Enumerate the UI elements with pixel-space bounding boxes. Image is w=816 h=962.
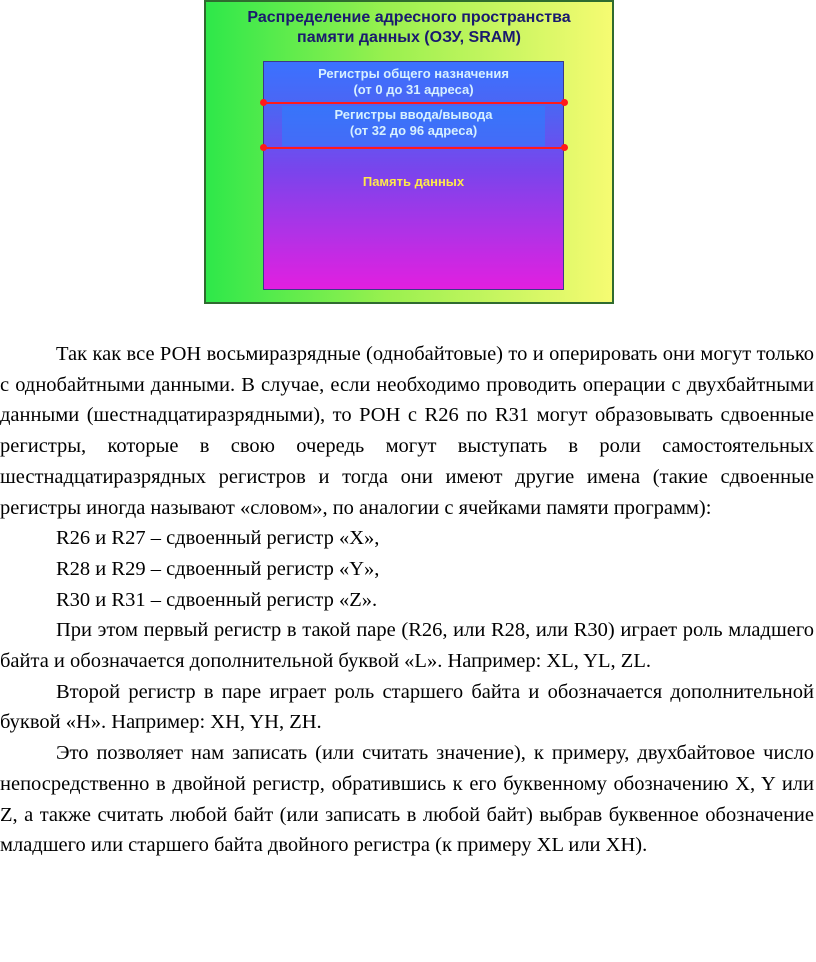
document-body [0,339,814,861]
gpr-region-name: Регистры общего назначения [318,66,509,81]
boundary-dot-right [561,99,568,106]
register-pair-x: R26 и R27 – сдвоенный регистр «X», [56,527,380,550]
boundary-dot-left [260,99,267,106]
paragraph-high-byte: Второй регистр в паре играет роль старшего байта и обозначается дополнительной буквой «H». Например: XH, YH, ZH. [0,680,814,734]
gpr-io-boundary-line [262,102,566,104]
io-region-name: Регистры ввода/вывода [334,107,493,122]
figure-title [206,8,612,48]
data-memory-label: Память данных [362,174,465,189]
io-region-range: (от 32 до 96 адреса) [349,123,478,138]
boundary-dot-right [561,144,568,151]
io-region-label [264,107,563,139]
boundary-dot-left [260,144,267,151]
register-pair-y: R28 и R29 – сдвоенный регистр «Y», [56,557,380,580]
io-data-boundary-line [262,147,566,149]
figure-title-line2: памяти данных (ОЗУ, SRAM) [297,29,521,46]
sram-memory-block [263,61,564,290]
register-pair-z: R30 и R31 – сдвоенный регистр «Z». [56,588,378,611]
memory-map-figure [204,0,614,304]
paragraph-access: Это позволяет нам записать (или считать значение), к примеру, двухбайтовое число непосредственно в двойной регистр, обратившись к его буквенному обозначению X, Y или Z, а также считать любой байт (или записать в любой байт) выбрав буквенное обозначение младшего или старшего байта двойного регистра (к примеру XL или XH). [0,742,814,857]
paragraph-low-byte: При этом первый регистр в такой паре (R26, или R28, или R30) играет роль младшего байта и обозначается дополнительной буквой «L». Например: XL, YL, ZL. [0,619,814,673]
gpr-region-range: (от 0 до 31 адреса) [353,82,474,97]
paragraph-ron-intro: Так как все РОН восьмиразрядные (однобайтовые) то и оперировать они могут только с однобайтными данными. В случае, если необходимо проводить операции с двухбайтными данными (шестнадцатиразрядными), то РОН с R26 по R31 могут образовывать сдвоенные регистры, которые в свою очередь могут выступать в роли самостоятельных шестнадцатиразрядных регистров и тогда они имеют другие имена (такие сдвоенные регистры иногда называют «словом», по аналогии с ячейками памяти программ): [0,343,814,519]
figure-title-line1: Распределение адресного пространства [247,9,571,26]
gpr-region-label [264,66,563,98]
